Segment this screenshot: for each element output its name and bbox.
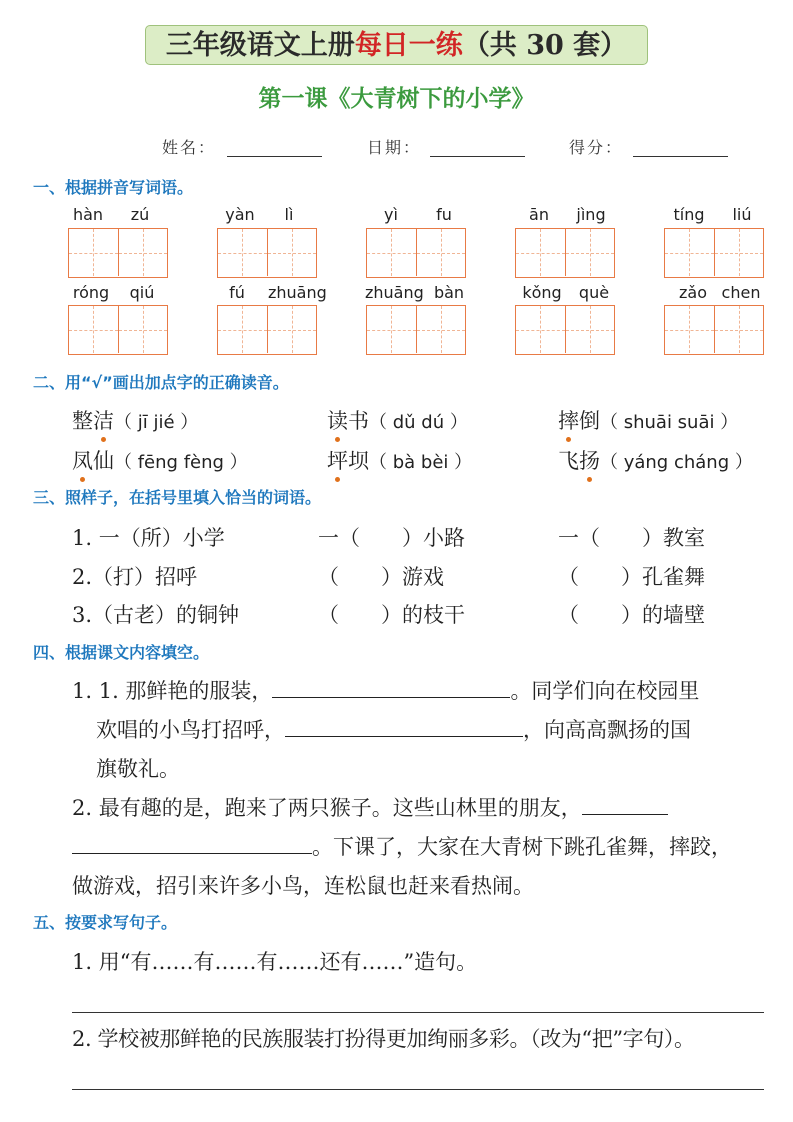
writing-grid[interactable] xyxy=(366,305,466,355)
pinyin: zhuāng xyxy=(268,283,327,302)
pinyin: què xyxy=(578,283,610,302)
writing-grid[interactable] xyxy=(217,305,317,355)
writing-grid[interactable] xyxy=(515,305,615,355)
example-item: 1. 一（所）小学 xyxy=(72,526,225,550)
title-part2: （共 30 套） xyxy=(462,30,628,61)
pinyin: tíng xyxy=(673,205,705,224)
fill-item[interactable]: 一（ ）教室 xyxy=(558,526,705,550)
pinyin: zú xyxy=(130,205,150,224)
writing-grid[interactable] xyxy=(664,228,764,278)
question-line: 2. 最有趣的是，跑来了两只猴子。这些山林里的朋友， xyxy=(72,789,668,828)
fill-item[interactable]: （ ）的墙壁 xyxy=(558,603,705,627)
answer-blank[interactable] xyxy=(272,676,510,698)
section3-heading: 三、照样子，在括号里填入恰当的词语。 xyxy=(33,488,322,507)
fill-item[interactable]: （ ）的枝干 xyxy=(318,603,465,627)
question-line: 1. 1. 那鲜艳的服装， 。同学们向在校园里 xyxy=(72,672,699,711)
question-line: 1. 用“有……有……有……还有……”造句。 xyxy=(72,950,478,974)
answer-blank[interactable] xyxy=(72,832,312,854)
pinyin: ān xyxy=(529,205,549,224)
answer-blank[interactable] xyxy=(285,715,523,737)
pinyin: zǎo xyxy=(679,283,707,302)
writing-grid[interactable] xyxy=(366,228,466,278)
reading-item: 坪坝（ bà bèi ） xyxy=(327,445,472,475)
pinyin: bàn xyxy=(433,283,465,302)
pinyin: lì xyxy=(284,205,294,224)
writing-grid[interactable] xyxy=(664,305,764,355)
reading-item: 飞扬（ yáng cháng ） xyxy=(558,445,753,475)
score-label: 得分： xyxy=(569,138,624,157)
question-line: 欢唱的小鸟打招呼， ，向高高飘扬的国 xyxy=(96,711,691,750)
fill-item[interactable]: （ ）孔雀舞 xyxy=(558,565,705,589)
fill-item[interactable]: （ ）游戏 xyxy=(318,565,444,589)
answer-line[interactable] xyxy=(72,1089,764,1090)
pinyin: chen xyxy=(721,283,761,302)
question-line: 做游戏，招引来许多小鸟，连松鼠也赶来看热闹。 xyxy=(72,874,534,898)
pinyin-choice[interactable]: （ fēng fèng ） xyxy=(114,452,248,473)
pinyin: liú xyxy=(732,205,752,224)
score-field[interactable] xyxy=(633,156,728,157)
answer-line[interactable] xyxy=(72,1012,764,1013)
section1-heading: 一、根据拼音写词语。 xyxy=(33,178,194,197)
pinyin: kǒng xyxy=(522,283,562,302)
example-item: 3.（古老）的铜钟 xyxy=(72,603,240,627)
section2-heading: 二、用“√”画出加点字的正确读音。 xyxy=(33,373,289,392)
date-field[interactable] xyxy=(430,156,525,157)
reading-item: 整洁（ jī jié ） xyxy=(72,405,198,435)
pinyin: qiú xyxy=(129,283,155,302)
lesson-subtitle: 第一课《大青树下的小学》 xyxy=(258,85,535,112)
question-line: 。下课了，大家在大青树下跳孔雀舞，摔跤， xyxy=(72,828,732,867)
pinyin-choice[interactable]: （ shuāi suāi ） xyxy=(600,412,739,433)
name-label: 姓名： xyxy=(162,138,217,157)
pinyin-choice[interactable]: （ dǔ dú ） xyxy=(369,412,468,433)
reading-item: 摔倒（ shuāi suāi ） xyxy=(558,405,738,435)
writing-grid[interactable] xyxy=(68,228,168,278)
reading-item: 凤仙（ fēng fèng ） xyxy=(72,445,248,475)
pinyin-choice[interactable]: （ jī jié ） xyxy=(114,412,199,433)
question-line: 旗敬礼。 xyxy=(96,757,180,781)
question-line: 2. 学校被那鲜艳的民族服装打扮得更加绚丽多彩。（改为“把”字句）。 xyxy=(72,1027,695,1051)
writing-grid[interactable] xyxy=(217,228,317,278)
pinyin: zhuāng xyxy=(365,283,424,302)
pinyin: fu xyxy=(436,205,452,224)
pinyin: róng xyxy=(72,283,110,302)
fill-item[interactable]: 一（ ）小路 xyxy=(318,526,465,550)
page-title xyxy=(145,25,648,65)
reading-item: 读书（ dǔ dú ） xyxy=(327,405,468,435)
section5-heading: 五、按要求写句子。 xyxy=(33,913,178,932)
section4-heading: 四、根据课文内容填空。 xyxy=(33,643,210,662)
date-label: 日期： xyxy=(367,138,422,157)
name-field[interactable] xyxy=(227,156,322,157)
writing-grid[interactable] xyxy=(68,305,168,355)
title-part1: 三年级语文上册 xyxy=(165,30,355,61)
example-item: 2.（打）招呼 xyxy=(72,565,198,589)
writing-grid[interactable] xyxy=(515,228,615,278)
pinyin: yàn xyxy=(225,205,255,224)
pinyin: yì xyxy=(384,205,398,224)
pinyin-choice[interactable]: （ bà bèi ） xyxy=(369,452,473,473)
title-highlight: 每日一练 xyxy=(354,30,463,61)
pinyin: hàn xyxy=(72,205,104,224)
pinyin: fú xyxy=(229,283,245,302)
pinyin: jìng xyxy=(576,205,606,224)
answer-blank[interactable] xyxy=(582,793,668,815)
pinyin-choice[interactable]: （ yáng cháng ） xyxy=(600,452,753,473)
